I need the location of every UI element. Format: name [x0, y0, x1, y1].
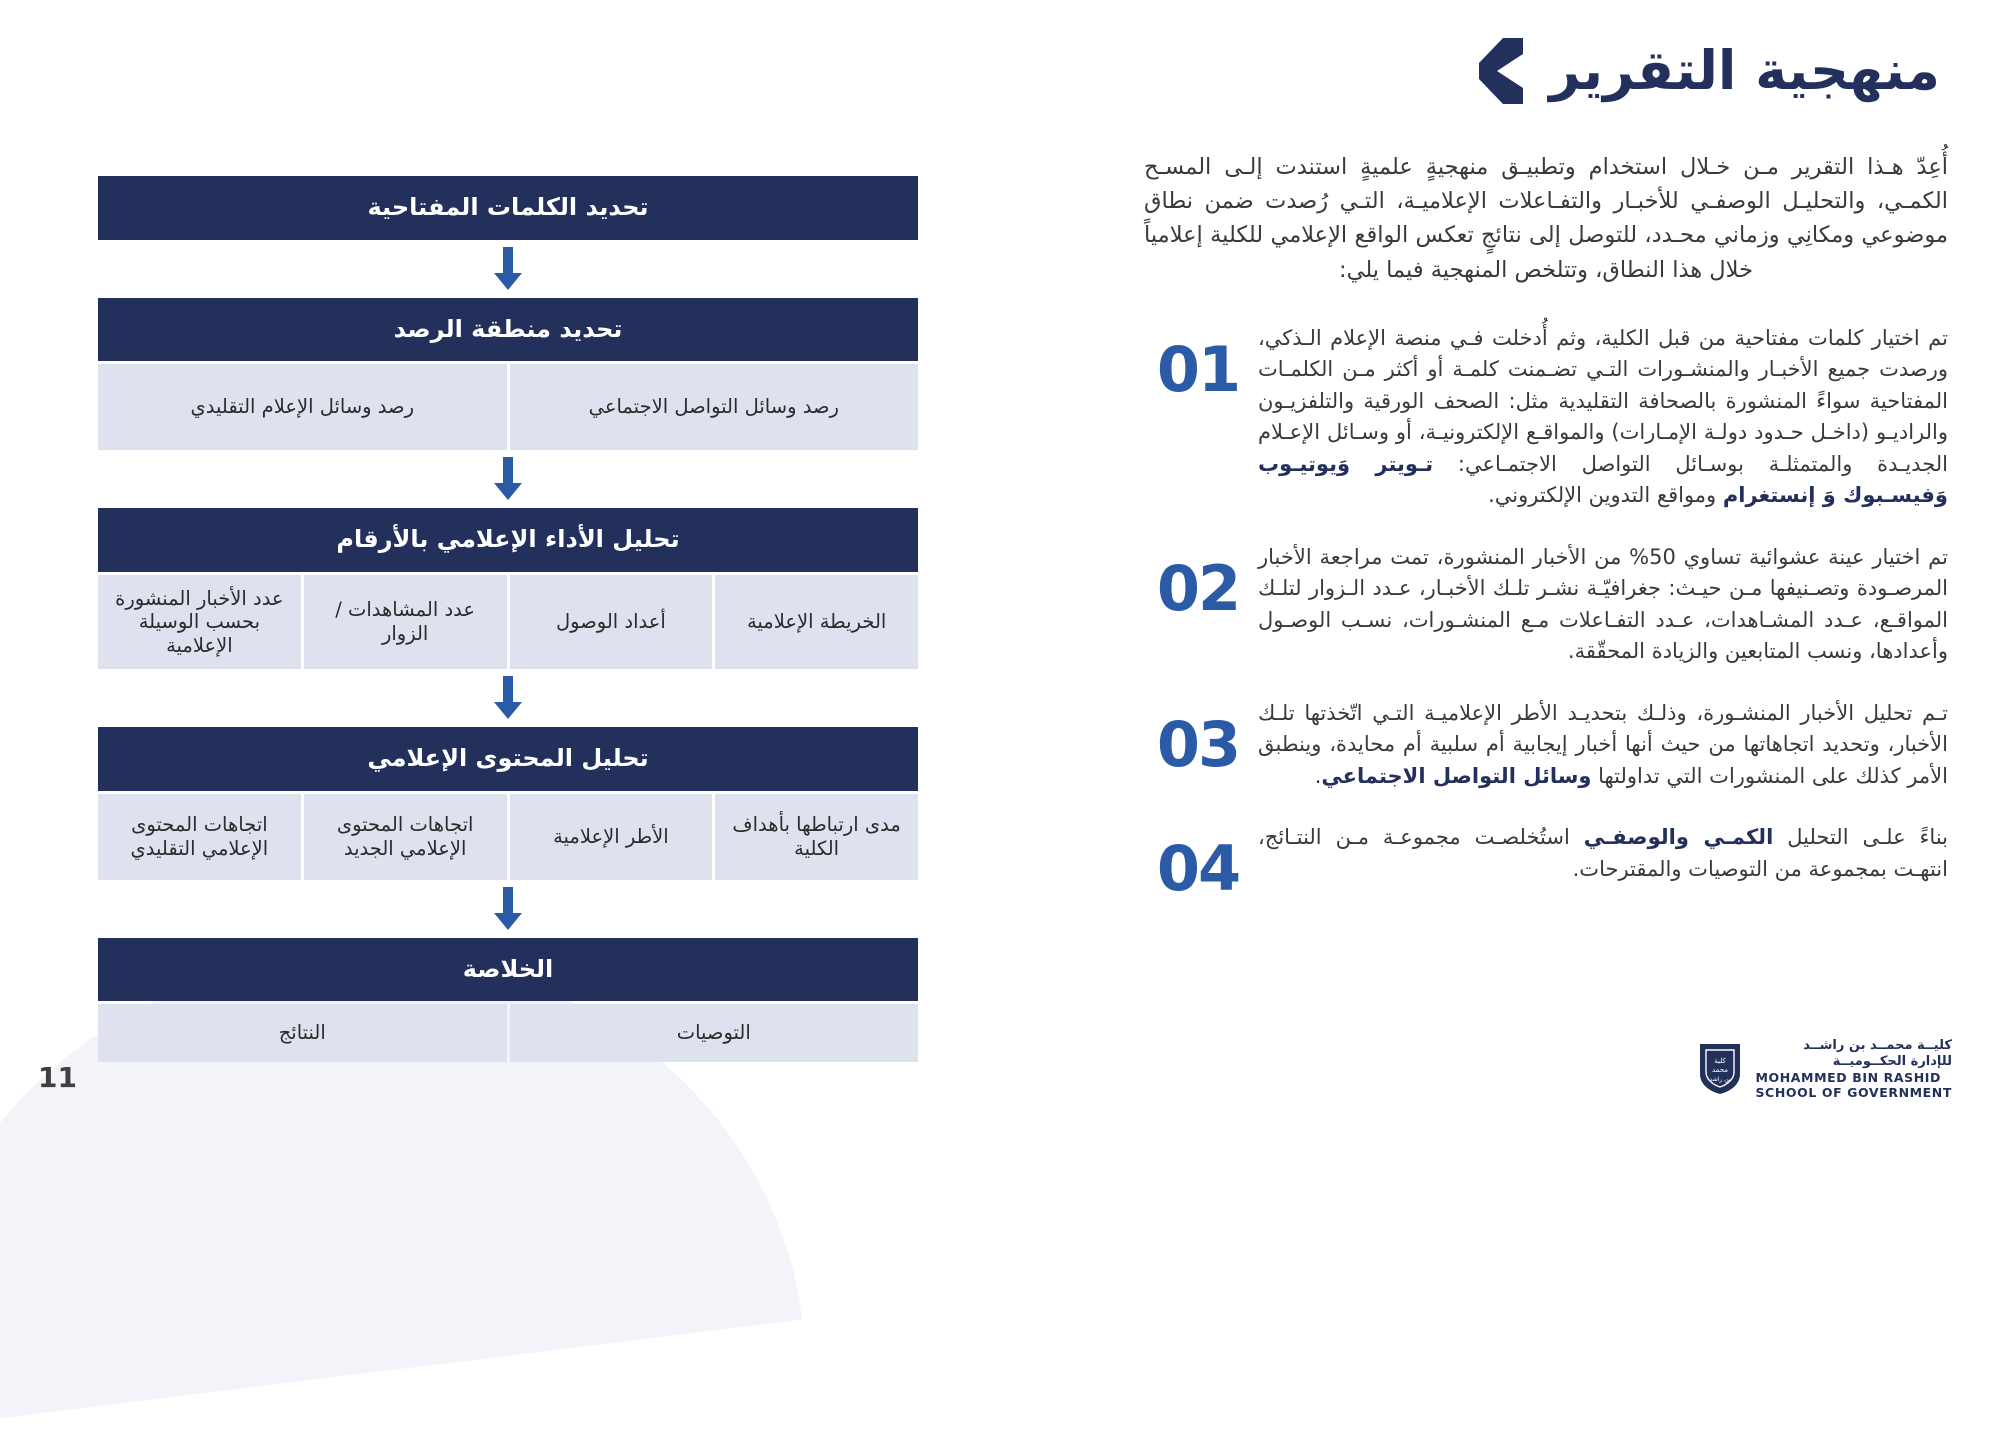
flow-step-cells: [98, 575, 918, 669]
item-plain-text: تم اختيار كلمات مفتاحية من قبل الكلية، وثم أُدخلت فـي منصة الإعلام الـذكي، ورصدت جميع الأخبـار والمنشـورات التـي تضـمنت كلمـة أو أكثر مـن الكلمـات المفتاحية سواءً المنشورة بالصحافة التقليدية مثل: الصحف الورقية والتلفزيـون والراديـو (داخـل حـدود دولـة الإمـارات) والمواقـع الإلكترونيـة، أو وسـائل الإعـلام الجديـدة والمتمثلـة بوسـائل التواصل الاجتمـاعي:: [1258, 325, 1948, 476]
item-paragraph: [1258, 820, 1948, 885]
svg-text:كلية: كلية: [1714, 1056, 1727, 1065]
item-number-badge: 04: [1156, 832, 1240, 906]
flow-step-cells: [98, 794, 918, 880]
item-paragraph: [1258, 696, 1948, 793]
svg-text:محمد: محمد: [1712, 1065, 1729, 1074]
flow-step-header: تحديد منطقة الرصد: [98, 298, 918, 362]
item-plain-text: تـم تحليل الأخبار المنشـورة، وذلـك بتحديـد الأطر الإعلاميـة التـي اتّخذتها تلـك الأخبار، وتحديد اتجاهاتها من حيث أنها أخبار إيجابية أم سلبية أم محايدة، وينطبق الأمر كذلك على المنشورات التي تداولتها: [1258, 700, 1948, 788]
page-title: منهجية التقرير: [1549, 39, 1940, 102]
methodology-flow-diagram: [98, 176, 918, 1062]
flow-arrow-down-icon: [98, 880, 918, 938]
item-plain-text: بناءً علـى التحليل: [1773, 825, 1949, 850]
flow-step-cells: [98, 1004, 918, 1062]
svg-text:بن راشد: بن راشد: [1710, 1075, 1731, 1083]
flow-step-cells: [98, 364, 918, 450]
flow-step-header: تحديد الكلمات المفتاحية: [98, 176, 918, 240]
flow-cell: الأطر الإعلامية: [510, 794, 713, 880]
brand-english-line1: MOHAMMED BIN RASHID: [1755, 1069, 1941, 1085]
numbered-item: [1138, 540, 1948, 668]
flow-cell: مدى ارتباطها بأهداف الكلية: [715, 794, 918, 880]
flow-cell: أعداد الوصول: [510, 575, 713, 669]
item-highlight-text: الكمـي والوصفـي: [1583, 825, 1774, 850]
flow-cell: التوصيات: [510, 1004, 919, 1062]
flow-arrow-down-icon: [98, 450, 918, 508]
flow-cell: عدد المشاهدات / الزوار: [304, 575, 507, 669]
brand-arabic-line2: للإدارة الحكــوميــة: [1832, 1053, 1952, 1069]
item-plain-text: استُخلصـت مجموعـة مـن النتـائج، انتهـت بمجموعة من التوصيات والمقترحات.: [1258, 825, 1948, 881]
numbered-item: [1138, 820, 1949, 906]
flow-step-header: تحليل المحتوى الإعلامي: [98, 727, 918, 791]
numbered-item: [1138, 321, 1948, 512]
item-number-badge: 03: [1156, 707, 1240, 781]
flow-cell: النتائج: [98, 1004, 507, 1062]
flow-cell: رصد وسائل التواصل الاجتماعي: [510, 364, 919, 450]
item-plain-text: ومواقع التدوين الإلكتروني.: [1488, 483, 1723, 508]
item-paragraph: [1258, 321, 1948, 512]
item-paragraph: [1258, 540, 1948, 668]
item-plain-text: تم اختيار عينة عشوائية تساوي 50% من الأخبار المنشورة، تمت مراجعة الأخبار المرصـودة وتصـنيفها مـن حيـث: جغرافيّـة نشـر تلـك الأخبـار، عـدد الـزوار لتلـك المواقـع، عـدد المشـاهدات، عـدد التفـاعلات مـع المنشـورات، نسـب الوصـول وأعدادها، ونسب المتابعين والزيادة المحقّقة.: [1258, 544, 1948, 664]
flow-cell: اتجاهات المحتوى الإعلامي التقليدي: [98, 794, 301, 880]
item-number-badge: 01: [1156, 332, 1240, 406]
flow-step-header: تحليل الأداء الإعلامي بالأرقام: [98, 508, 918, 572]
chevron-left-icon: [1479, 38, 1527, 104]
numbered-items-list: [1138, 321, 1949, 906]
intro-paragraph: أُعِدّ هـذا التقرير مـن خـلال استخدام وتطبيـق منهجيةٍ علميةٍ استندت إلـى المسـح الكمـي، والتحليـل الوصفـي للأخبـار والتفـاعلات الإعلاميـة، التـي رُصدت ضمن نطاق موضوعي ومكانِي وزماني محـدد، للتوصل إلى نتائجٍ تعكس الواقع الإعلامي للكلية إعلامياً خلال هذا النطاق، وتتلخص المنهجية فيما يلي:: [1144, 154, 1948, 283]
item-highlight-text: تـويتر وَيوتيـوب وَفيسـبوك وَ إنستغرام: [1258, 451, 1948, 508]
flow-cell: اتجاهات المحتوى الإعلامي الجديد: [304, 794, 507, 880]
shield-icon: [1697, 1041, 1743, 1097]
item-number-badge: 02: [1156, 551, 1240, 625]
numbered-item: [1138, 696, 1948, 793]
brand-arabic-line1: كليــة محمــد بن راشــد: [1803, 1037, 1952, 1053]
page-number: 11: [38, 1061, 77, 1094]
flow-step-header: الخلاصة: [98, 938, 918, 1002]
item-highlight-text: وسائل التواصل الاجتماعي: [1321, 763, 1592, 788]
slide-header: [1479, 38, 1940, 104]
flow-cell: الخريطة الإعلامية: [715, 575, 918, 669]
item-plain-text: .: [1314, 763, 1322, 788]
flow-arrow-down-icon: [98, 669, 918, 727]
methodology-text-column: [1138, 150, 1948, 928]
flow-cell: عدد الأخبار المنشورة بحسب الوسيلة الإعلامية: [98, 575, 301, 669]
brand-english-line2: SCHOOL OF GOVERNMENT: [1755, 1084, 1952, 1100]
flow-cell: رصد وسائل الإعلام التقليدي: [98, 364, 507, 450]
brand-logo: [1697, 1038, 1952, 1100]
brand-text: [1755, 1038, 1952, 1100]
flow-arrow-down-icon: [98, 240, 918, 298]
